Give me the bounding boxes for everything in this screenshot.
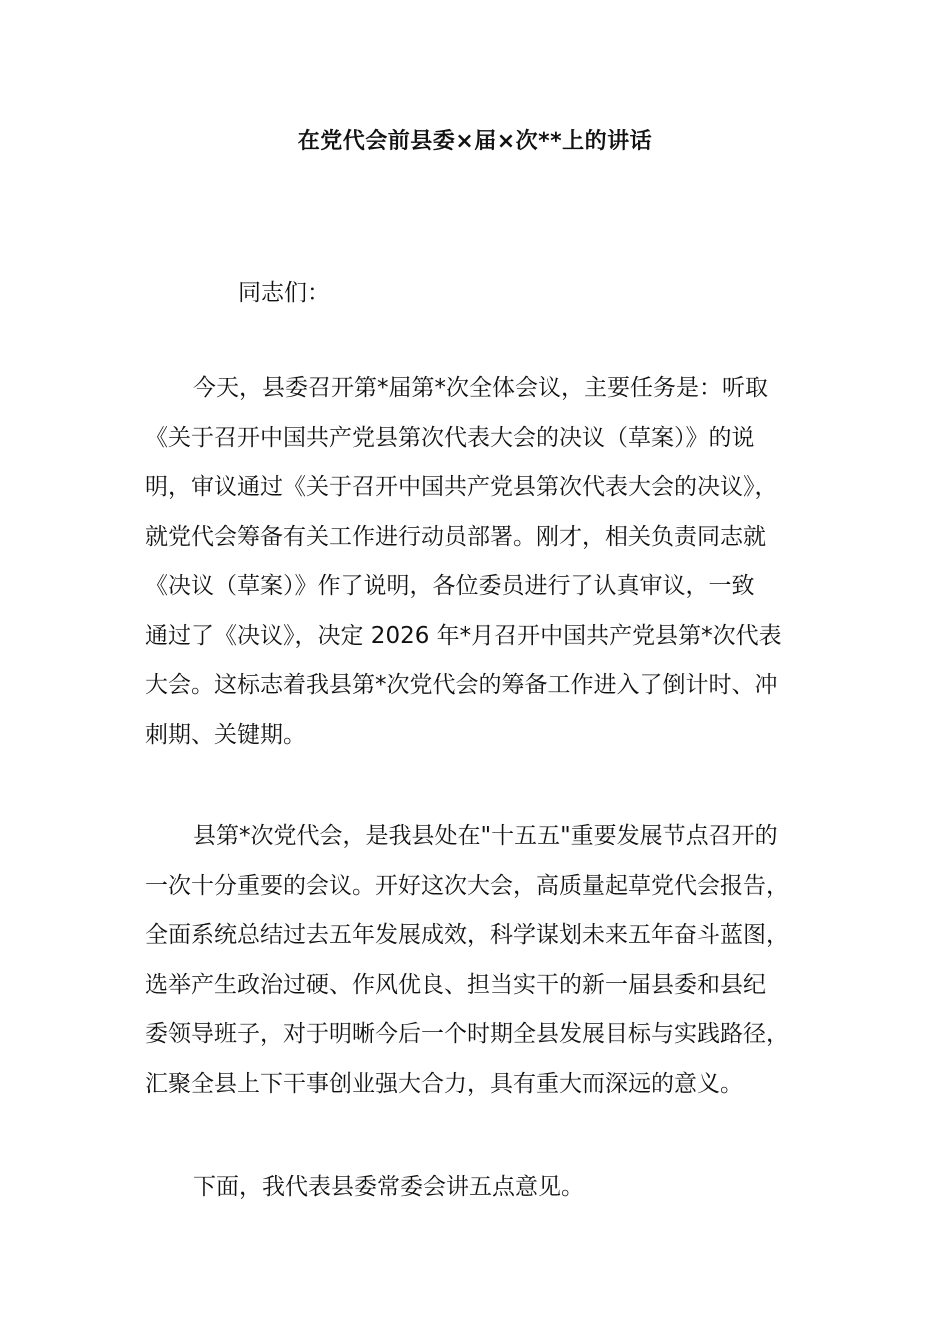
paragraph-line: 大会。这标志着我县第*次党代会的筹备工作进入了倒计时、冲 <box>145 672 778 698</box>
paragraph-line: 县第*次党代会，是我县处在"十五五"重要发展节点召开的 <box>193 823 778 849</box>
paragraph-line: 下面，我代表县委常委会讲五点意见。 <box>193 1174 584 1200</box>
paragraph-line: 汇聚全县上下干事创业强大合力，具有重大而深远的意义。 <box>145 1070 743 1097</box>
paragraph-line: 《关于召开中国共产党县第次代表大会的决议（草案）》的说 <box>145 424 755 451</box>
paragraph-line: 全面系统总结过去五年发展成效，科学谋划未来五年奋斗蓝图， <box>145 922 789 948</box>
document-title: 在党代会前县委×届×次**上的讲话 <box>297 129 653 154</box>
paragraph-line: 今天，县委召开第*届第*次全体会议，主要任务是：听取 <box>193 375 768 401</box>
paragraph-line: 一次十分重要的会议。开好这次大会，高质量起草党代会报告， <box>145 872 789 899</box>
paragraph-line: 明，审议通过《关于召开中国共产党县第次代表大会的决议》， <box>145 474 778 500</box>
paragraph-line: 就党代会筹备有关工作进行动员部署。刚才，相关负责同志就 <box>145 523 766 550</box>
paragraph-line: 《决议（草案）》作了说明，各位委员进行了认真审议，一致 <box>145 573 755 599</box>
paragraph-line: 通过了《决议》，决定 2026 年*月召开中国共产党县第*次代表 <box>145 622 782 649</box>
paragraph-line: 刺期、关键期。 <box>145 721 306 748</box>
paragraph-3 <box>145 1163 813 1213</box>
paragraph-1 <box>145 364 813 760</box>
paragraph-line: 委领导班子，对于明晰今后一个时期全县发展目标与实践路径， <box>145 1021 789 1047</box>
salutation: 同志们： <box>238 280 330 306</box>
paragraph-line: 选举产生政治过硬、作风优良、担当实干的新一届县委和县纪 <box>145 971 766 998</box>
paragraph-2 <box>145 812 813 1109</box>
